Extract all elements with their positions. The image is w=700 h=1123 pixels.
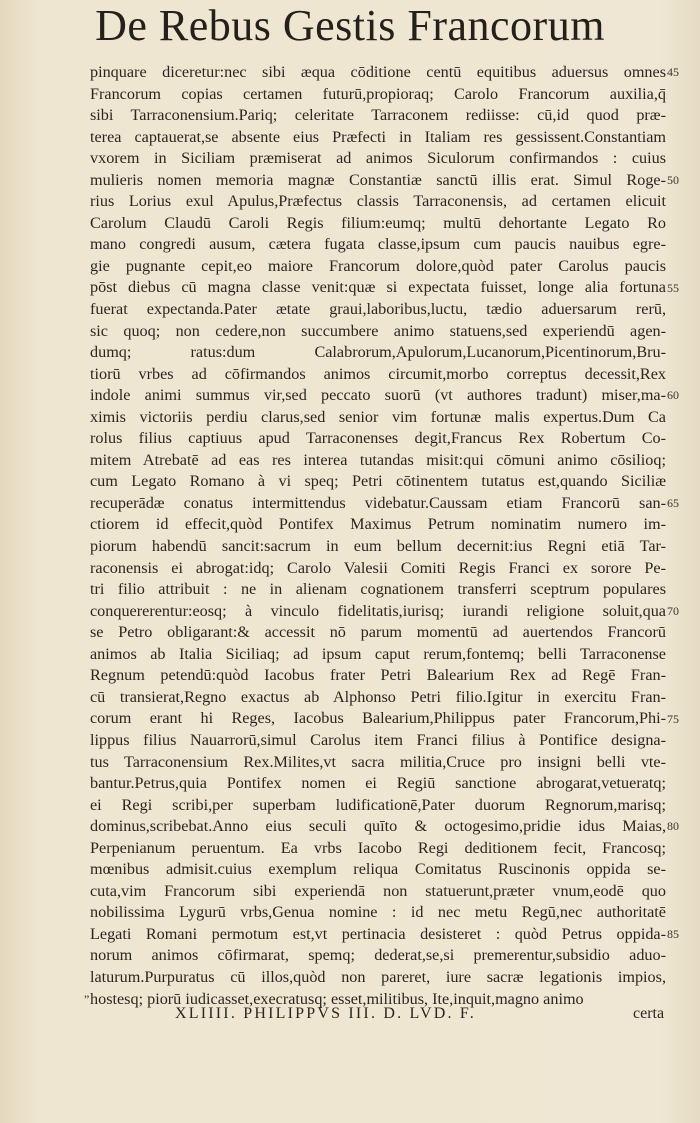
line-number: 55 [667, 280, 679, 295]
text-line: dominus,scribebat.Anno eius seculi quīto & octogesimo,pridie idus Maias, [90, 817, 666, 836]
text-line: cum Legato Romano à vi speq; Petri cōtinentem tutatus est,quando Siciliæ [90, 472, 666, 491]
text-line: hostesq; piorū iudicasset,execratusq; esset,militibus, Ite,inquit,magno animo [90, 989, 584, 1008]
text-line: vxorem in Siciliam præmiserat ad animos Siculorum confirmandos : cuius [90, 149, 666, 168]
text-line: recuperādæ conatus intermittendus videbatur.Caussam etiam Francorū san- [90, 493, 666, 512]
text-line: mitem Atrebatē ad eas res interea tutandas misit:qui cōmuni animo cōsilioq; [90, 450, 666, 469]
text-line: conquererentur:eosq; à vinculo fidelitatis,iurisq; iurandi religione soluit,qua [90, 601, 666, 620]
text-line: animos ab Italia Siciliaq; ad ipsum caput rerum,fontemq; belli Tarraconense [90, 644, 666, 663]
line-number: 80 [667, 819, 679, 834]
text-line: fuerat expectanda.Pater ætate graui,laboribus,luctu, tædio aduersarum rerū, [90, 300, 666, 319]
line-number: 75 [667, 711, 679, 726]
text-line: norum animos cōfirmarat, spemq; dederat,se,si premerentur,subsidio aduo- [90, 946, 666, 965]
quotation-mark: ” [84, 991, 90, 1006]
text-line: rius Lorius exul Apulus,Præfectus classis Tarraconensis, ad certamen elicuit [90, 192, 666, 211]
text-line: pinquare diceretur:nec sibi æqua cōditione centū equitibus aduersus omnes [90, 63, 666, 81]
line-number: 50 [667, 172, 679, 187]
text-line: pōst diebus cū magna classe venit:quæ si expectata fuisset, longe alia fortuna [90, 278, 666, 297]
running-head: De Rebus Gestis Francorum [95, 1, 605, 50]
text-line: nobilissima Lygurū vrbs,Genua nomine : id nec metu Regū,nec authoritatē [90, 903, 666, 922]
text-line: mulieris nomen memoria magnæ Constantiæ sanctū illis erat. Simul Roge- [90, 170, 666, 189]
catchword: certa [633, 1005, 665, 1022]
text-line: tiorū vrbes ad cōfirmandos animos circumit,morbo correptus decessit,Rex [90, 364, 666, 383]
text-line: ctiorem id effecit,quòd Pontifex Maximus Petrum nominatim numero im- [90, 515, 666, 534]
text-line: Regnum petendū:quòd Iacobus frater Petri Balearium Rex ad Regē Fran- [90, 666, 666, 685]
text-line: terea captauerat,se absente eius Præfecti in Italiam res gessissent.Constantiam [90, 127, 666, 146]
text-line: sic quoq; non cedere,non succumbere animo statuens,sed experiendū agen- [90, 321, 666, 340]
text-line: tri filio attribuit : ne in alienam cognationem transferri sceptrum populares [90, 580, 666, 599]
text-line: Carolum Claudū Caroli Regis filium:eumq; multū dehortante Legato Ro [90, 213, 666, 232]
body-text [90, 62, 666, 1010]
text-line: ximis victoriis perdiu clarus,sed senior vim fortunæ malis expertus.Dum Ca [90, 407, 666, 426]
text-line: indole animi summus vir,sed peccato suorū (vt authores tradunt) miser,ma- [90, 386, 666, 405]
signature-mark: XLIIII. PHILIPPVS III. D. LVD. F. [175, 1005, 476, 1022]
text-line: sibi Tarraconensium.Pariq; celeritate Tarraconem rediisse: cū,id quod præ- [90, 106, 666, 125]
text-line: piorum habendū sancit:sacrum in eum bellum decernit:ius Regni etiā Tar- [90, 537, 666, 556]
text-line: gie pugnante cepit,eo maiore Francorum dolore,quòd pater Carolus paucis [90, 256, 666, 275]
text-line: Perpenianum peruentum. Ea vrbs Iacobo Regi deditionem fecit, Francosq; [90, 838, 666, 857]
text-line: lippus filius Nauarrorū,simul Carolus item Franci filius à Pontifice designa- [90, 730, 666, 749]
line-number: 65 [667, 496, 679, 510]
text-line: laturum.Purpuratus cū illos,quòd non pareret, iure sacræ legationis impios, [90, 967, 666, 986]
text-line: raconensis ei abrogat:idq; Carolo Valesii Comiti Regis Franci ex sorore Pe- [90, 558, 666, 577]
line-number: 85 [667, 927, 679, 941]
text-line: mœnibus admisit.cuius exemplum reliqua Comitatus Ruscinonis oppida se- [90, 860, 666, 879]
text-line: mano congredi ausum, cætera fugata classe,ipsum cum paucis nauibus egre- [90, 235, 666, 254]
line-number: 45 [667, 65, 679, 79]
page-footer [0, 1002, 700, 1026]
text-line: se Petro obligarant:& accessit nō parum momentū ad auertendos Francorū [90, 623, 666, 642]
text-line: Francorum copias certamen futurū,propioraq; Carolo Francorum auxilia,q̄ [90, 84, 666, 103]
text-line: rolus filius captiuus apud Tarraconenses degit,Francus Rex Robertum Co- [90, 429, 666, 448]
text-line: corum erant hi Reges, Iacobus Balearium,Philippus pater Francorum,Phi- [90, 709, 666, 728]
text-line: cuta,vim Francorum sibi experiendā non statuerunt,præter vnum,eodē quo [90, 881, 666, 900]
text-line: bantur.Petrus,quia Pontifex nomen ei Regiū sanctione abrogarat,vetueratq; [90, 774, 666, 793]
line-number: 60 [667, 388, 679, 403]
text-line: Legati Romani permotum est,vt pertinacia desisteret : quòd Petrus oppida- [90, 924, 666, 943]
text-line: tus Tarraconensium Rex.Milites,vt sacra militia,Cruce pro insigni belli vte- [90, 752, 666, 771]
text-line: cū transierat,Regno exactus ab Alphonso Petri filio.Igitur in exercitu Fran- [90, 687, 666, 706]
line-number: 70 [667, 603, 679, 618]
text-line: dumq; ratus:dum Calabrorum,Apulorum,Lucanorum,Picentinorum,Bru- [90, 343, 666, 362]
text-line: ei Regi scribi,per superbam ludificationē,Pater duorum Regnorum,marisq; [90, 795, 666, 814]
